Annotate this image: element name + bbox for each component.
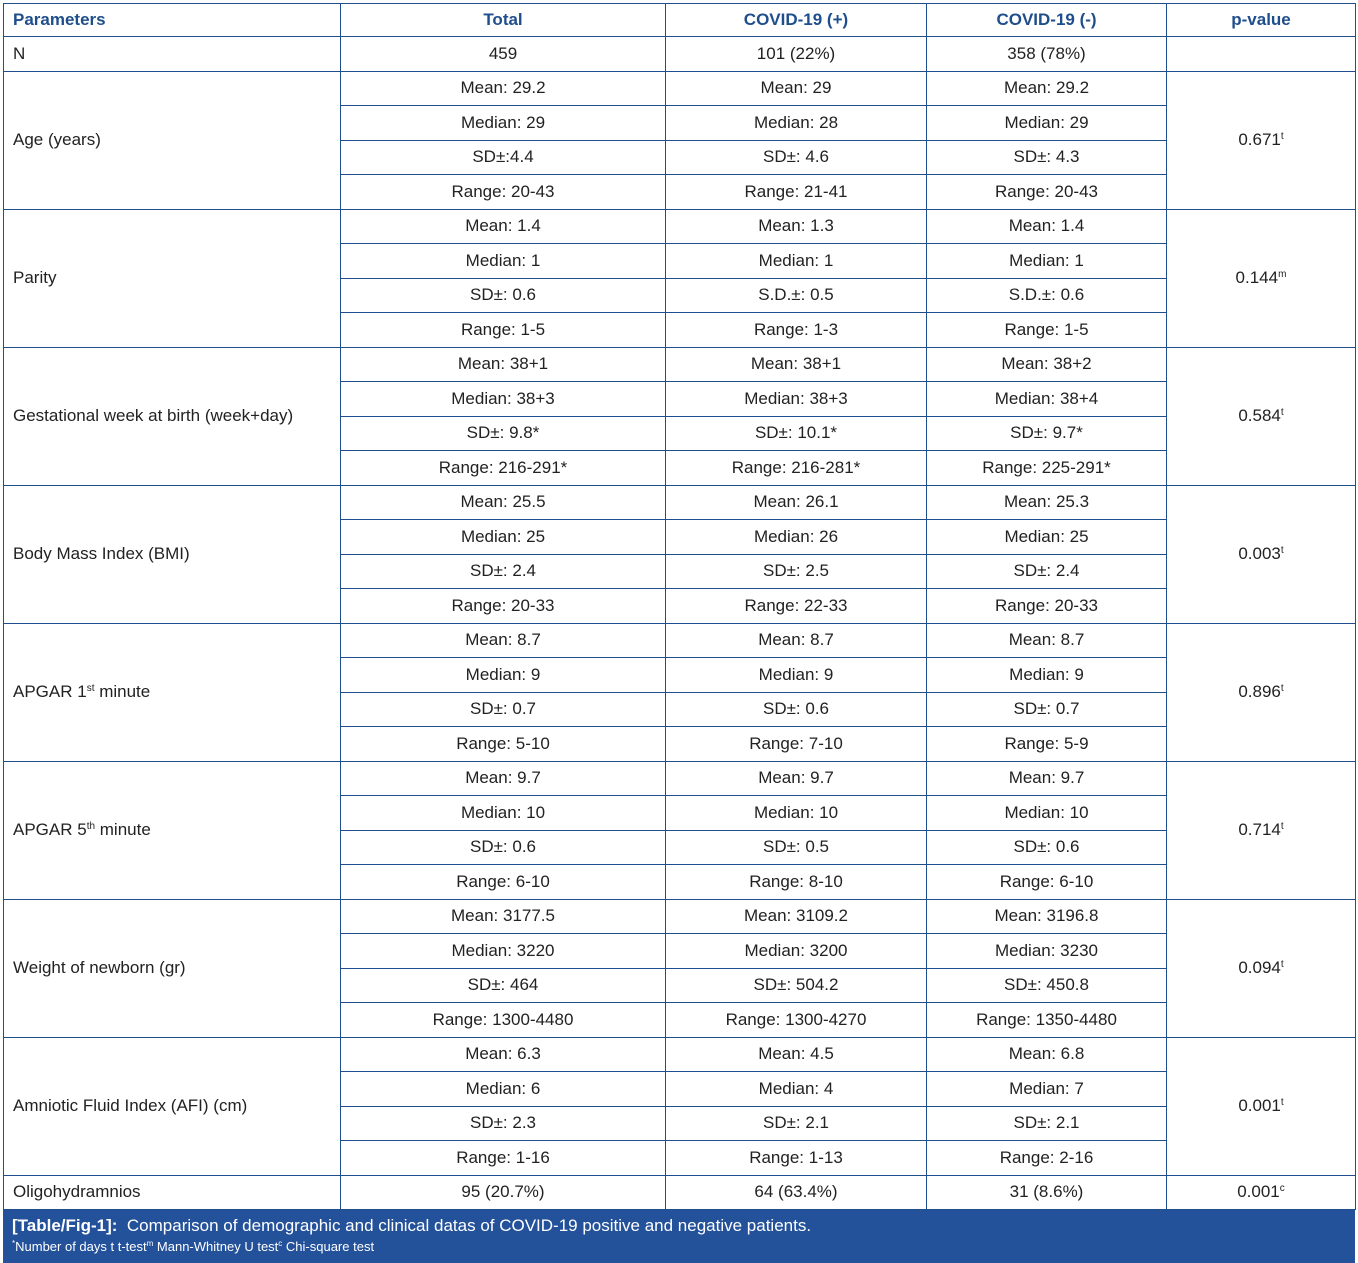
pvalue-text: 0.001 xyxy=(1238,1096,1281,1115)
cell-covid-positive: Median: 38+3 xyxy=(666,382,927,417)
table-caption xyxy=(3,1210,1355,1263)
pvalue-test-sup: t xyxy=(1280,131,1284,142)
cell-covid-positive: SD±: 504.2 xyxy=(666,968,927,1003)
caption-text: Comparison of demographic and clinical datas of COVID-19 positive and negative patients. xyxy=(126,1216,812,1235)
parameter-label-text: APGAR 5 xyxy=(13,820,87,839)
pvalue-text: 0.584 xyxy=(1238,406,1281,425)
cell-covid-positive: SD±: 0.5 xyxy=(666,830,927,865)
cell-total: Range: 5-10 xyxy=(341,727,666,762)
header-row xyxy=(4,4,1356,37)
table-row xyxy=(4,209,1356,244)
caption-footnote xyxy=(12,1237,1355,1257)
cell-total: Mean: 1.4 xyxy=(341,209,666,244)
cell-covid-positive: Range: 1-13 xyxy=(666,1141,927,1176)
table-row xyxy=(4,761,1356,796)
cell-total: SD±: 0.6 xyxy=(341,278,666,313)
parameter-label xyxy=(4,761,341,899)
n-label: N xyxy=(4,37,341,72)
oligo-pvalue-sup: c xyxy=(1279,1183,1285,1195)
cell-covid-negative: Range: 1-5 xyxy=(927,313,1167,348)
cell-covid-negative: SD±: 9.7* xyxy=(927,416,1167,451)
pvalue-test-sup: m xyxy=(1278,269,1287,280)
pvalue-cell xyxy=(1167,209,1356,347)
cell-covid-negative: Median: 29 xyxy=(927,106,1167,141)
footnote-m: m xyxy=(146,1239,154,1248)
cell-total: SD±: 2.3 xyxy=(341,1106,666,1141)
cell-covid-negative: SD±: 4.3 xyxy=(927,140,1167,175)
table-row xyxy=(4,899,1356,934)
cell-covid-negative: Median: 1 xyxy=(927,244,1167,279)
pvalue-text: 0.896 xyxy=(1238,682,1281,701)
parameter-label-text: Parity xyxy=(13,268,57,287)
cell-covid-negative: Mean: 29.2 xyxy=(927,71,1167,106)
table-row xyxy=(4,347,1356,382)
pvalue-test-sup: t xyxy=(1280,1097,1284,1108)
parameter-label-text: Body Mass Index (BMI) xyxy=(13,544,190,563)
cell-covid-negative: Range: 6-10 xyxy=(927,865,1167,900)
cell-covid-positive: Mean: 8.7 xyxy=(666,623,927,658)
pvalue-test-sup: t xyxy=(1280,959,1284,970)
pvalue-cell xyxy=(1167,71,1356,209)
n-total: 459 xyxy=(341,37,666,72)
parameter-label xyxy=(4,209,341,347)
parameter-label-text: Age (years) xyxy=(13,130,101,149)
n-row xyxy=(4,37,1356,72)
pvalue-text: 0.094 xyxy=(1238,958,1281,977)
cell-covid-positive: Median: 1 xyxy=(666,244,927,279)
cell-total: Mean: 29.2 xyxy=(341,71,666,106)
pvalue-test-sup: t xyxy=(1280,683,1284,694)
parameter-label-sup: st xyxy=(86,683,95,694)
cell-covid-positive: SD±: 0.6 xyxy=(666,692,927,727)
cell-covid-negative: Range: 1350-4480 xyxy=(927,1003,1167,1038)
header-covid-negative: COVID-19 (-) xyxy=(927,4,1167,37)
cell-total: Range: 216-291* xyxy=(341,451,666,486)
oligohydramnios-row xyxy=(4,1175,1356,1210)
cell-total: Mean: 8.7 xyxy=(341,623,666,658)
cell-total: Median: 9 xyxy=(341,658,666,693)
pvalue-text: 0.714 xyxy=(1238,820,1281,839)
cell-covid-negative: Range: 2-16 xyxy=(927,1141,1167,1176)
cell-covid-positive: Mean: 26.1 xyxy=(666,485,927,520)
data-table xyxy=(3,3,1356,1210)
cell-covid-positive: Median: 9 xyxy=(666,658,927,693)
cell-total: Mean: 38+1 xyxy=(341,347,666,382)
oligo-covid-negative: 31 (8.6%) xyxy=(927,1175,1167,1210)
cell-total: Range: 1-5 xyxy=(341,313,666,348)
cell-covid-negative: Median: 7 xyxy=(927,1072,1167,1107)
cell-total: SD±: 2.4 xyxy=(341,554,666,589)
cell-covid-negative: SD±: 0.7 xyxy=(927,692,1167,727)
caption-label: [Table/Fig-1]: xyxy=(12,1216,118,1235)
parameter-label-text: Gestational week at birth (week+day) xyxy=(13,406,294,425)
cell-total: Range: 20-43 xyxy=(341,175,666,210)
cell-covid-positive: Range: 21-41 xyxy=(666,175,927,210)
cell-covid-negative: SD±: 0.6 xyxy=(927,830,1167,865)
cell-covid-positive: Range: 7-10 xyxy=(666,727,927,762)
cell-covid-positive: Mean: 1.3 xyxy=(666,209,927,244)
header-total: Total xyxy=(341,4,666,37)
cell-total: Range: 20-33 xyxy=(341,589,666,624)
pvalue-cell xyxy=(1167,899,1356,1037)
cell-total: Range: 1-16 xyxy=(341,1141,666,1176)
cell-covid-positive: Median: 28 xyxy=(666,106,927,141)
parameter-label xyxy=(4,347,341,485)
footnote-days: Number of days t t-test xyxy=(15,1239,147,1254)
cell-covid-positive: SD±: 2.5 xyxy=(666,554,927,589)
cell-covid-positive: S.D.±: 0.5 xyxy=(666,278,927,313)
cell-covid-positive: SD±: 2.1 xyxy=(666,1106,927,1141)
cell-total: Median: 6 xyxy=(341,1072,666,1107)
oligo-covid-positive: 64 (63.4%) xyxy=(666,1175,927,1210)
cell-covid-positive: Range: 1300-4270 xyxy=(666,1003,927,1038)
cell-covid-negative: Mean: 8.7 xyxy=(927,623,1167,658)
oligo-label: Oligohydramnios xyxy=(4,1175,341,1210)
cell-covid-positive: Mean: 9.7 xyxy=(666,761,927,796)
cell-total: Mean: 9.7 xyxy=(341,761,666,796)
cell-covid-negative: Range: 20-43 xyxy=(927,175,1167,210)
cell-total: Median: 3220 xyxy=(341,934,666,969)
cell-covid-positive: Median: 10 xyxy=(666,796,927,831)
cell-covid-positive: Median: 3200 xyxy=(666,934,927,969)
pvalue-cell xyxy=(1167,761,1356,899)
parameter-label-suffix: minute xyxy=(95,820,151,839)
cell-covid-positive: Median: 26 xyxy=(666,520,927,555)
parameter-label-text: APGAR 1 xyxy=(13,682,87,701)
header-pvalue: p-value xyxy=(1167,4,1356,37)
pvalue-test-sup: t xyxy=(1280,821,1284,832)
pvalue-text: 0.003 xyxy=(1238,544,1281,563)
table-figure xyxy=(3,3,1355,1263)
oligo-pvalue-text: 0.001 xyxy=(1237,1182,1280,1202)
parameter-label xyxy=(4,485,341,623)
cell-covid-positive: Range: 8-10 xyxy=(666,865,927,900)
cell-covid-positive: Mean: 3109.2 xyxy=(666,899,927,934)
pvalue-cell xyxy=(1167,1037,1356,1175)
parameter-label-sup: th xyxy=(86,821,96,832)
cell-total: Mean: 25.5 xyxy=(341,485,666,520)
cell-covid-negative: Range: 20-33 xyxy=(927,589,1167,624)
cell-covid-positive: Mean: 4.5 xyxy=(666,1037,927,1072)
cell-covid-negative: SD±: 2.1 xyxy=(927,1106,1167,1141)
cell-total: Range: 6-10 xyxy=(341,865,666,900)
cell-covid-negative: Median: 10 xyxy=(927,796,1167,831)
parameter-label xyxy=(4,899,341,1037)
cell-total: Median: 10 xyxy=(341,796,666,831)
footnote-mann-whitney: Mann-Whitney U test xyxy=(153,1239,279,1254)
cell-covid-positive: SD±: 4.6 xyxy=(666,140,927,175)
caption-title xyxy=(12,1215,1355,1237)
parameter-label-suffix: minute xyxy=(94,682,151,701)
cell-covid-negative: Median: 25 xyxy=(927,520,1167,555)
cell-covid-negative: Mean: 3196.8 xyxy=(927,899,1167,934)
cell-total: SD±: 464 xyxy=(341,968,666,1003)
n-covid-negative: 358 (78%) xyxy=(927,37,1167,72)
parameter-label xyxy=(4,71,341,209)
oligo-total: 95 (20.7%) xyxy=(341,1175,666,1210)
cell-covid-positive: Mean: 38+1 xyxy=(666,347,927,382)
parameter-label-text: Amniotic Fluid Index (AFI) (cm) xyxy=(13,1096,248,1115)
pvalue-cell xyxy=(1167,347,1356,485)
cell-total: Median: 29 xyxy=(341,106,666,141)
cell-covid-negative: S.D.±: 0.6 xyxy=(927,278,1167,313)
cell-covid-negative: SD±: 2.4 xyxy=(927,554,1167,589)
pvalue-test-sup: t xyxy=(1280,407,1284,418)
cell-covid-negative: Mean: 9.7 xyxy=(927,761,1167,796)
cell-total: Mean: 3177.5 xyxy=(341,899,666,934)
cell-covid-positive: Median: 4 xyxy=(666,1072,927,1107)
parameter-label xyxy=(4,1037,341,1175)
cell-total: SD±: 0.7 xyxy=(341,692,666,727)
cell-covid-negative: Mean: 25.3 xyxy=(927,485,1167,520)
n-pvalue xyxy=(1167,37,1356,72)
footnote-chi-square: Chi-square test xyxy=(282,1239,375,1254)
cell-total: SD±: 0.6 xyxy=(341,830,666,865)
header-covid-positive: COVID-19 (+) xyxy=(666,4,927,37)
cell-total: SD±:4.4 xyxy=(341,140,666,175)
footnote-star: * xyxy=(12,1239,16,1248)
cell-total: Range: 1300-4480 xyxy=(341,1003,666,1038)
parameter-label-text: Weight of newborn (gr) xyxy=(13,958,186,977)
cell-covid-positive: Mean: 29 xyxy=(666,71,927,106)
cell-total: Mean: 6.3 xyxy=(341,1037,666,1072)
cell-covid-negative: Mean: 38+2 xyxy=(927,347,1167,382)
cell-total: Median: 38+3 xyxy=(341,382,666,417)
cell-covid-negative: SD±: 450.8 xyxy=(927,968,1167,1003)
cell-covid-positive: SD±: 10.1* xyxy=(666,416,927,451)
pvalue-text: 0.144 xyxy=(1235,268,1279,287)
cell-covid-positive: Range: 1-3 xyxy=(666,313,927,348)
cell-covid-negative: Range: 225-291* xyxy=(927,451,1167,486)
footnote-c: c xyxy=(278,1239,283,1248)
cell-covid-negative: Median: 38+4 xyxy=(927,382,1167,417)
cell-total: Median: 1 xyxy=(341,244,666,279)
table-row xyxy=(4,623,1356,658)
pvalue-text: 0.671 xyxy=(1238,130,1281,149)
cell-covid-negative: Mean: 6.8 xyxy=(927,1037,1167,1072)
pvalue-cell xyxy=(1167,623,1356,761)
cell-covid-negative: Mean: 1.4 xyxy=(927,209,1167,244)
pvalue-test-sup: t xyxy=(1280,545,1284,556)
oligo-pvalue xyxy=(1167,1175,1356,1210)
cell-covid-negative: Range: 5-9 xyxy=(927,727,1167,762)
cell-covid-positive: Range: 22-33 xyxy=(666,589,927,624)
header-parameters: Parameters xyxy=(4,4,341,37)
cell-covid-positive: Range: 216-281* xyxy=(666,451,927,486)
parameter-label xyxy=(4,623,341,761)
cell-covid-negative: Median: 9 xyxy=(927,658,1167,693)
table-row xyxy=(4,71,1356,106)
pvalue-cell xyxy=(1167,485,1356,623)
cell-total: Median: 25 xyxy=(341,520,666,555)
table-row xyxy=(4,1037,1356,1072)
n-covid-positive: 101 (22%) xyxy=(666,37,927,72)
cell-covid-negative: Median: 3230 xyxy=(927,934,1167,969)
cell-total: SD±: 9.8* xyxy=(341,416,666,451)
table-row xyxy=(4,485,1356,520)
